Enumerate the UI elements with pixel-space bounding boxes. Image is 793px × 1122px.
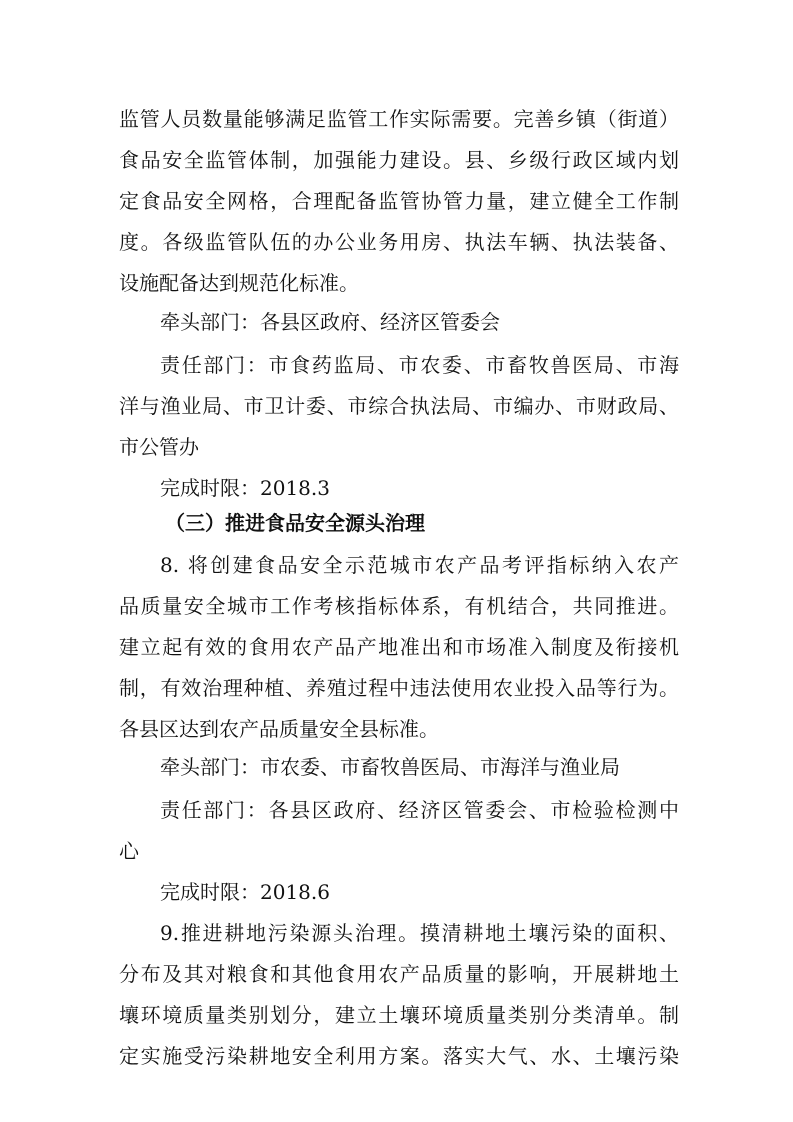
paragraph-line: 9.推进耕地污染源头治理。摸清耕地土壤污染的面积、 bbox=[160, 921, 679, 945]
section-heading: （三）推进食品安全源头治理 bbox=[165, 511, 425, 535]
paragraph-line: 制，有效治理种植、养殖过程中违法使用农业投入品等行为。 bbox=[119, 676, 679, 700]
responsible-department: 洋与渔业局、市卫计委、市综合执法局、市编办、市财政局、 bbox=[119, 394, 679, 418]
paragraph-line: 定实施受污染耕地安全利用方案。落实大气、水、土壤污染 bbox=[119, 1044, 679, 1068]
paragraph-line: 度。各级监管队伍的办公业务用房、执法车辆、执法装备、 bbox=[119, 230, 679, 254]
responsible-department: 市公管办 bbox=[119, 435, 199, 459]
paragraph-line: 食品安全监管体制，加强能力建设。县、乡级行政区域内划 bbox=[119, 148, 679, 172]
responsible-department: 心 bbox=[119, 839, 139, 863]
responsible-department: 责任部门：市食药监局、市农委、市畜牧兽医局、市海 bbox=[160, 353, 679, 377]
paragraph-line: 监管人员数量能够满足监管工作实际需要。完善乡镇（街道） bbox=[119, 107, 679, 131]
paragraph-line: 壤环境质量类别划分，建立土壤环境质量类别分类清单。制 bbox=[119, 1003, 679, 1027]
deadline: 完成时限：2018.3 bbox=[160, 476, 330, 500]
lead-department: 牵头部门：市农委、市畜牧兽医局、市海洋与渔业局 bbox=[160, 755, 620, 779]
deadline: 完成时限：2018.6 bbox=[160, 880, 330, 904]
paragraph-line: 分布及其对粮食和其他食用农产品质量的影响，开展耕地土 bbox=[119, 962, 679, 986]
paragraph-line: 品质量安全城市工作考核指标体系，有机结合，共同推进。 bbox=[119, 594, 679, 618]
responsible-department: 责任部门：各县区政府、经济区管委会、市检验检测中 bbox=[160, 798, 679, 822]
paragraph-line: 定食品安全网格，合理配备监管协管力量，建立健全工作制 bbox=[119, 189, 679, 213]
lead-department: 牵头部门：各县区政府、经济区管委会 bbox=[160, 310, 500, 334]
paragraph-line: 各县区达到农产品质量安全县标准。 bbox=[119, 717, 439, 741]
paragraph-line: 建立起有效的食用农产品产地准出和市场准入制度及衔接机 bbox=[119, 635, 679, 659]
paragraph-line: 8. 将创建食品安全示范城市农产品考评指标纳入农产 bbox=[160, 553, 679, 577]
paragraph-line: 设施配备达到规范化标准。 bbox=[119, 271, 359, 295]
